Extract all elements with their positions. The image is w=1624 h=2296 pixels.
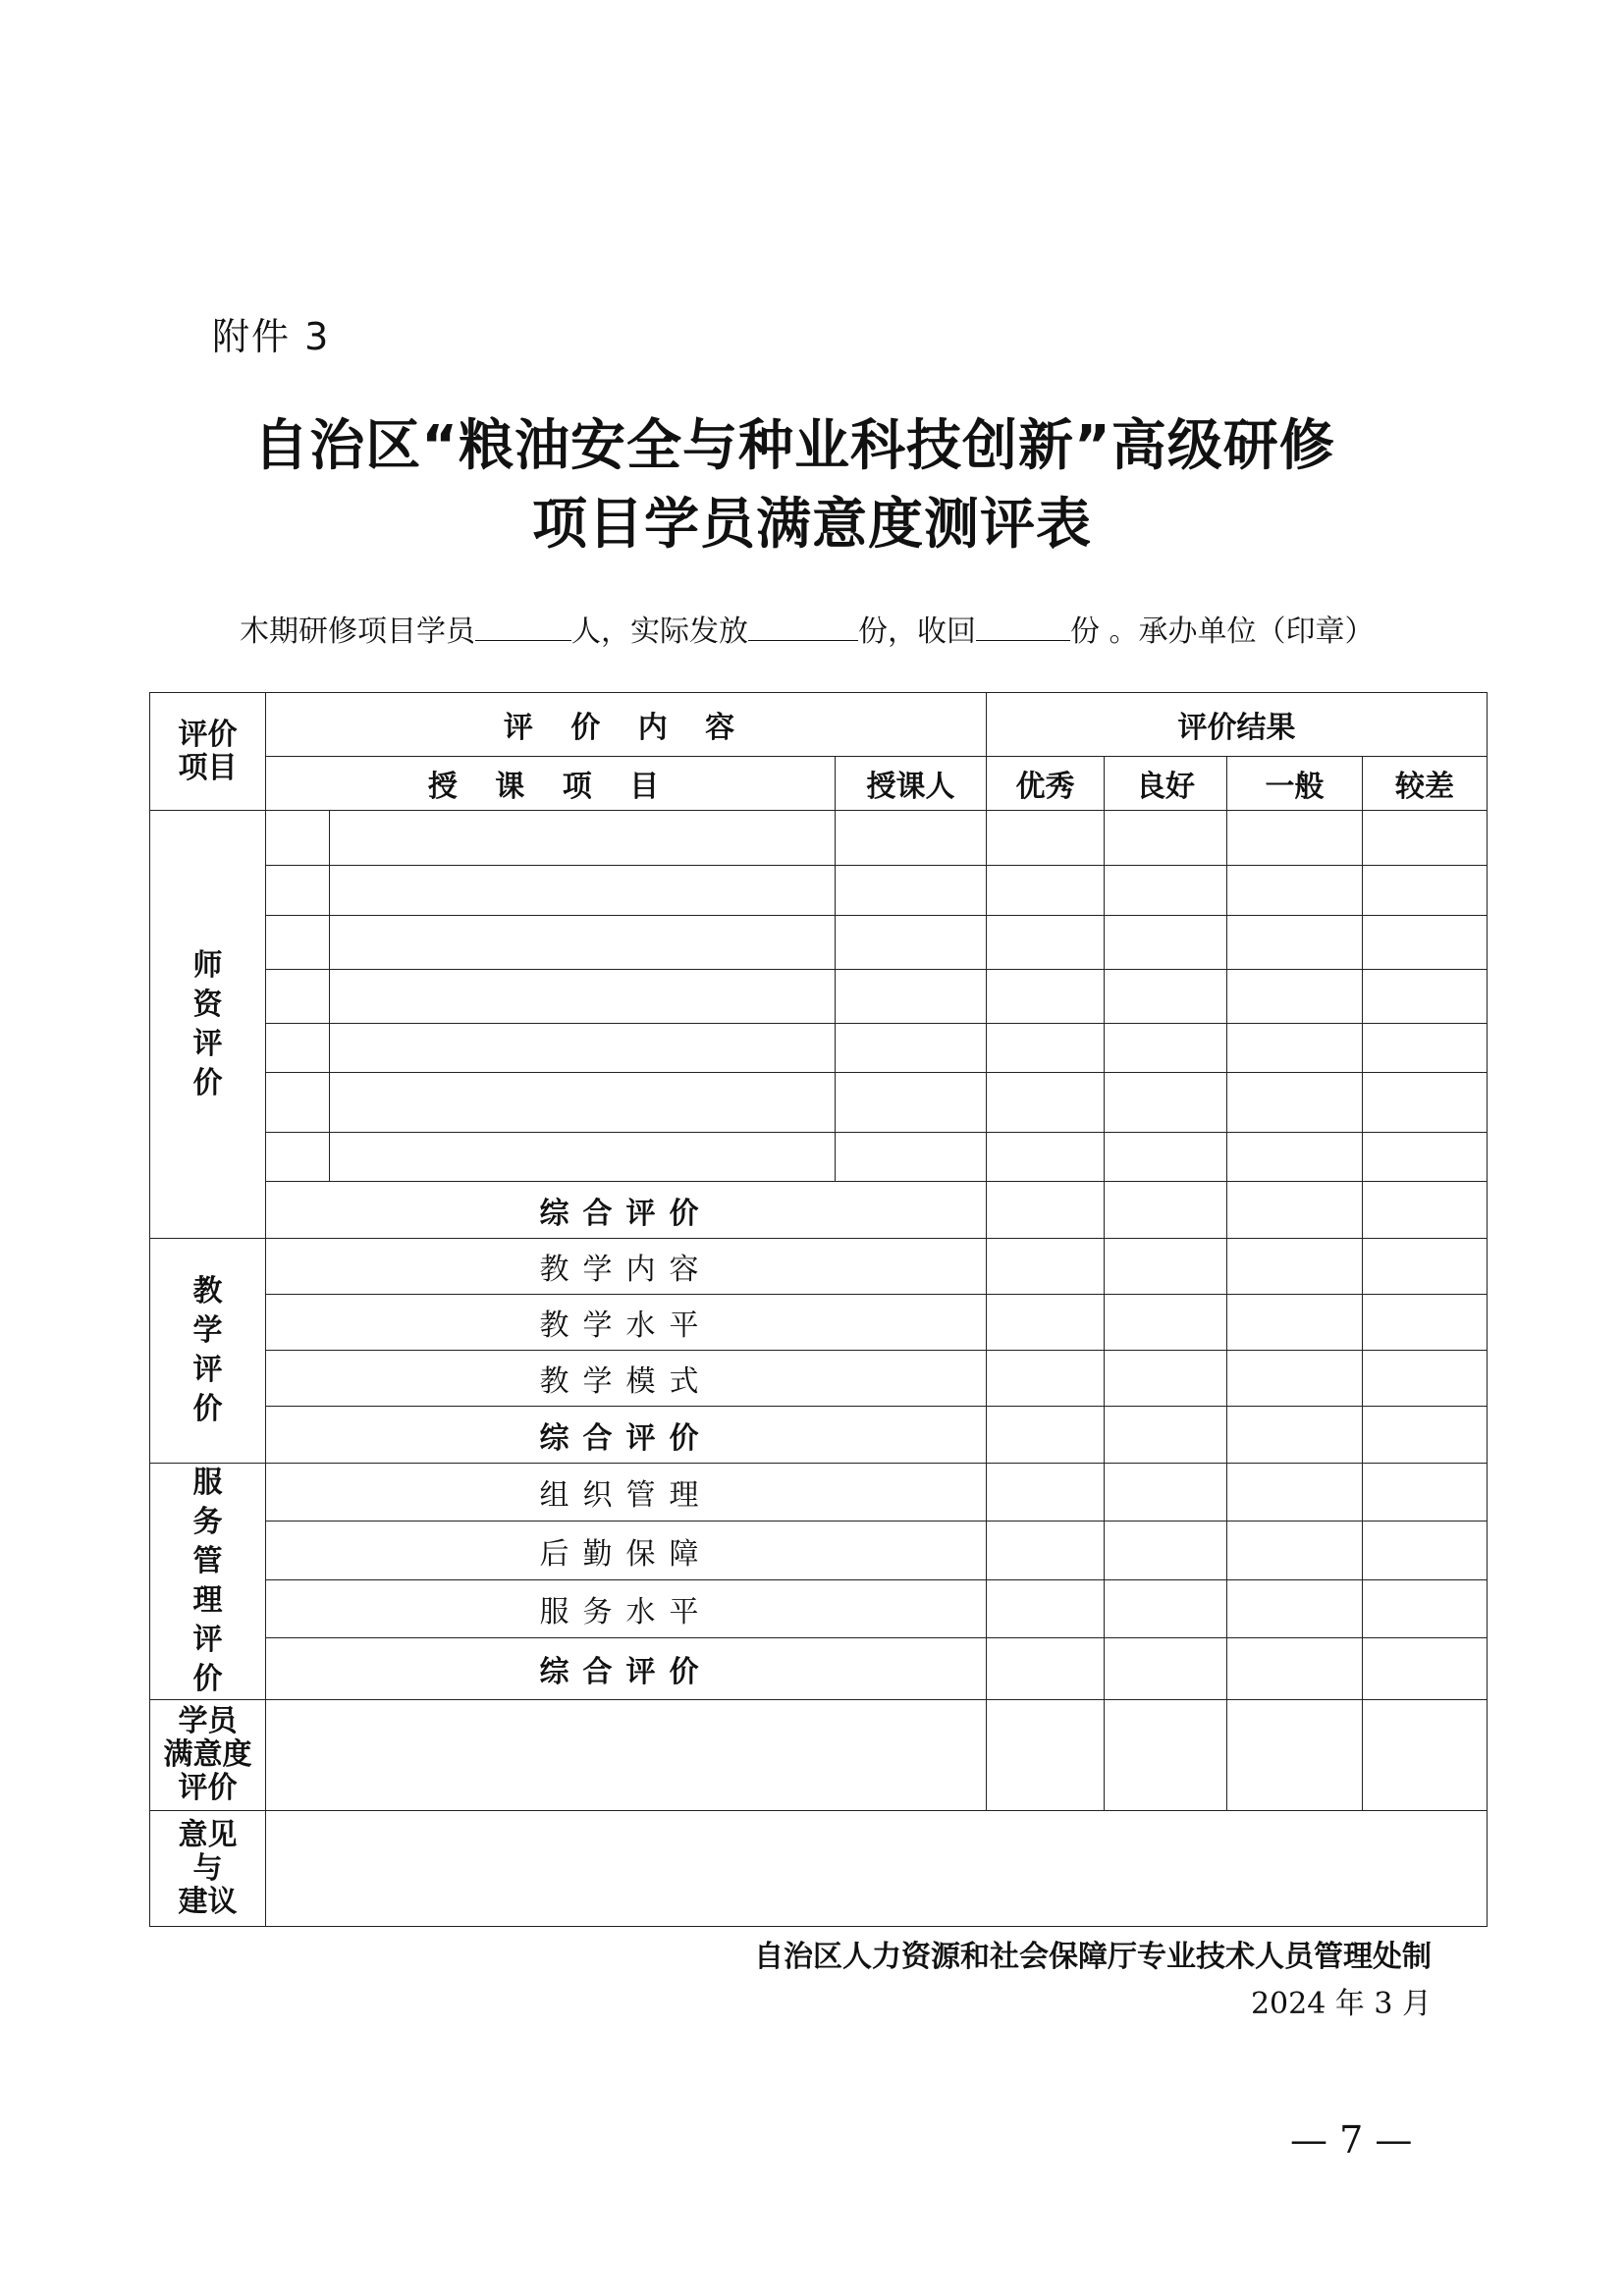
grade-cell[interactable]: [1363, 970, 1488, 1024]
grade-cell[interactable]: [1105, 1700, 1227, 1811]
section-teaching-char: 教: [192, 1274, 223, 1308]
section-suggestion-text: 与: [192, 1850, 223, 1886]
grade-cell[interactable]: [1227, 811, 1363, 866]
grade-good-header: 良好: [1105, 757, 1227, 811]
grade-cell[interactable]: [1227, 1464, 1363, 1522]
course-name-cell[interactable]: [330, 1133, 836, 1182]
grade-cell[interactable]: [1227, 1024, 1363, 1073]
grade-cell[interactable]: [1363, 1638, 1488, 1700]
teacher-cell[interactable]: [836, 811, 987, 866]
grade-cell[interactable]: [1363, 1700, 1488, 1811]
grade-cell[interactable]: [987, 1700, 1105, 1811]
grade-cell[interactable]: [1227, 1133, 1363, 1182]
grade-cell[interactable]: [1227, 866, 1363, 916]
grade-cell[interactable]: [987, 1073, 1105, 1133]
teacher-cell[interactable]: [836, 1073, 987, 1133]
document-title-line2: 项目学员满意度测评表: [532, 493, 1092, 557]
course-no-cell[interactable]: [266, 811, 330, 866]
grade-poor-header: 较差: [1363, 757, 1488, 811]
grade-cell[interactable]: [1227, 916, 1363, 970]
grade-cell[interactable]: [1363, 1182, 1488, 1239]
teacher-cell[interactable]: [836, 866, 987, 916]
teacher-cell[interactable]: [836, 1133, 987, 1182]
eval-item-header-1: 评价: [178, 717, 238, 752]
eval-item-header-2: 项目: [178, 750, 238, 785]
info-part1: 木期研修项目学员: [240, 614, 475, 649]
section-suggestion-text: 意见: [178, 1817, 238, 1852]
section-satisfaction-text: 满意度: [163, 1737, 252, 1772]
grade-cell[interactable]: [987, 1579, 1105, 1637]
grade-cell[interactable]: [987, 1239, 1105, 1295]
course-name-cell[interactable]: [330, 866, 836, 916]
eval-item-header-cell: [150, 693, 266, 811]
grade-cell[interactable]: [1105, 1073, 1227, 1133]
service-overall-label: 综合评价: [266, 1638, 987, 1700]
teaching-content-label: 教学内容: [266, 1239, 987, 1295]
section-satisfaction-text: 学员: [178, 1704, 238, 1738]
returned-count-blank[interactable]: [976, 614, 1070, 641]
section-suggestion-text: 建议: [178, 1884, 238, 1919]
section-teacher-char: 评: [192, 1026, 223, 1061]
grade-cell[interactable]: [1363, 866, 1488, 916]
info-part3: 份，收回: [858, 614, 976, 649]
grade-cell[interactable]: [1105, 1133, 1227, 1182]
grade-cell[interactable]: [1363, 1133, 1488, 1182]
service-level-label: 服务水平: [266, 1579, 987, 1637]
section-service-char: 服: [192, 1466, 223, 1500]
trainee-count-blank[interactable]: [475, 614, 571, 641]
organization-label: 组织管理: [266, 1464, 987, 1522]
teaching-overall-label: 综合评价: [266, 1407, 987, 1464]
grade-cell[interactable]: [987, 916, 1105, 970]
grade-cell[interactable]: [1227, 1638, 1363, 1700]
info-part2: 人，实际发放: [571, 614, 748, 649]
section-service-char: 评: [192, 1623, 223, 1657]
course-name-cell[interactable]: [330, 1024, 836, 1073]
grade-average-header: 一般: [1227, 757, 1363, 811]
grade-cell[interactable]: [1105, 1351, 1227, 1407]
grade-cell[interactable]: [1227, 1407, 1363, 1464]
section-teaching-eval: [150, 1239, 266, 1464]
grade-cell[interactable]: [987, 1522, 1105, 1579]
section-satisfaction: [150, 1700, 266, 1811]
course-name-cell[interactable]: [330, 916, 836, 970]
grade-cell[interactable]: [987, 1464, 1105, 1522]
grade-cell[interactable]: [1363, 1407, 1488, 1464]
teaching-level-label: 教学水平: [266, 1295, 987, 1351]
course-no-cell[interactable]: [266, 1073, 330, 1133]
section-service-char: 理: [192, 1583, 223, 1618]
grade-cell[interactable]: [987, 970, 1105, 1024]
grade-cell[interactable]: [1363, 1024, 1488, 1073]
grade-cell[interactable]: [1363, 1239, 1488, 1295]
logistics-label: 后勤保障: [266, 1522, 987, 1579]
grade-cell[interactable]: [1227, 1182, 1363, 1239]
grade-cell[interactable]: [1227, 1295, 1363, 1351]
section-service-eval: [150, 1464, 266, 1700]
teacher-header: 授课人: [836, 757, 987, 811]
grade-cell[interactable]: [1227, 1351, 1363, 1407]
page-number: — 7 —: [1290, 2118, 1413, 2162]
course-no-cell[interactable]: [266, 916, 330, 970]
grade-cell[interactable]: [1363, 1579, 1488, 1637]
grade-cell[interactable]: [1363, 916, 1488, 970]
grade-cell[interactable]: [987, 1024, 1105, 1073]
eval-content-header: 评 价 内 容: [266, 693, 987, 757]
course-no-cell[interactable]: [266, 866, 330, 916]
grade-cell[interactable]: [1227, 970, 1363, 1024]
info-line: [240, 607, 1375, 650]
section-satisfaction-text: 评价: [178, 1771, 238, 1805]
course-name-cell[interactable]: [330, 970, 836, 1024]
document-title-line1: 自治区“粮油安全与种业科技创新”高级研修: [253, 414, 1335, 478]
grade-cell[interactable]: [987, 1407, 1105, 1464]
grade-cell[interactable]: [1363, 1464, 1488, 1522]
course-name-cell[interactable]: [330, 1073, 836, 1133]
grade-cell[interactable]: [1105, 1024, 1227, 1073]
section-teaching-char: 评: [192, 1353, 223, 1387]
teacher-cell[interactable]: [836, 916, 987, 970]
grade-cell[interactable]: [1105, 1407, 1227, 1464]
teacher-cell[interactable]: [836, 970, 987, 1024]
grade-excellent-header: 优秀: [987, 757, 1105, 811]
course-no-cell[interactable]: [266, 1133, 330, 1182]
section-teaching-char: 价: [192, 1392, 223, 1426]
teacher-cell[interactable]: [836, 1024, 987, 1073]
grade-cell[interactable]: [1363, 1295, 1488, 1351]
grade-cell[interactable]: [1105, 1638, 1227, 1700]
suggestion-input-cell[interactable]: [266, 1811, 1488, 1927]
issue-date: 2024 年 3 月: [1250, 1987, 1432, 2021]
grade-cell[interactable]: [1227, 1579, 1363, 1637]
grade-cell[interactable]: [1105, 1295, 1227, 1351]
grade-cell[interactable]: [987, 811, 1105, 866]
teacher-overall-label: 综合评价: [266, 1182, 987, 1239]
grade-cell[interactable]: [987, 1638, 1105, 1700]
grade-cell[interactable]: [987, 1351, 1105, 1407]
attachment-label: 附件 3: [212, 315, 331, 358]
section-teacher-eval: [150, 811, 266, 1239]
section-service-char: 务: [192, 1505, 223, 1539]
grade-cell[interactable]: [1105, 970, 1227, 1024]
grade-cell[interactable]: [1227, 1522, 1363, 1579]
grade-cell[interactable]: [1363, 1351, 1488, 1407]
grade-cell[interactable]: [1105, 1579, 1227, 1637]
course-no-cell[interactable]: [266, 1024, 330, 1073]
course-name-cell[interactable]: [330, 811, 836, 866]
grade-cell[interactable]: [1105, 1464, 1227, 1522]
grade-cell[interactable]: [1105, 916, 1227, 970]
grade-cell[interactable]: [1363, 811, 1488, 866]
info-part4: 份 。承办单位（印章）: [1070, 614, 1375, 649]
section-suggestion: [150, 1811, 266, 1927]
grade-cell[interactable]: [1227, 1073, 1363, 1133]
section-teacher-char: 师: [192, 947, 223, 983]
satisfaction-content-cell[interactable]: [266, 1700, 987, 1811]
evaluation-table: [149, 692, 1488, 1927]
grade-cell[interactable]: [1105, 811, 1227, 866]
grade-cell[interactable]: [987, 866, 1105, 916]
grade-cell[interactable]: [1363, 1073, 1488, 1133]
grade-cell[interactable]: [987, 1133, 1105, 1182]
section-teacher-char: 资: [192, 987, 223, 1022]
grade-cell[interactable]: [1105, 1522, 1227, 1579]
grade-cell[interactable]: [1105, 1239, 1227, 1295]
grade-cell[interactable]: [1363, 1522, 1488, 1579]
teaching-mode-label: 教学模式: [266, 1351, 987, 1407]
grade-cell[interactable]: [1105, 1182, 1227, 1239]
grade-cell[interactable]: [1105, 866, 1227, 916]
section-service-char: 价: [192, 1662, 223, 1696]
section-teacher-char: 价: [192, 1065, 223, 1100]
distributed-count-blank[interactable]: [748, 614, 858, 641]
eval-result-header: 评价结果: [987, 693, 1488, 757]
grade-cell[interactable]: [987, 1295, 1105, 1351]
section-service-char: 管: [192, 1544, 223, 1578]
issuer-text: 自治区人力资源和社会保障厅专业技术人员管理处制: [754, 1940, 1432, 1974]
section-teaching-char: 学: [192, 1313, 223, 1348]
grade-cell[interactable]: [1227, 1700, 1363, 1811]
course-header: 授 课 项 目: [266, 757, 836, 811]
grade-cell[interactable]: [1227, 1239, 1363, 1295]
grade-cell[interactable]: [987, 1182, 1105, 1239]
course-no-cell[interactable]: [266, 970, 330, 1024]
